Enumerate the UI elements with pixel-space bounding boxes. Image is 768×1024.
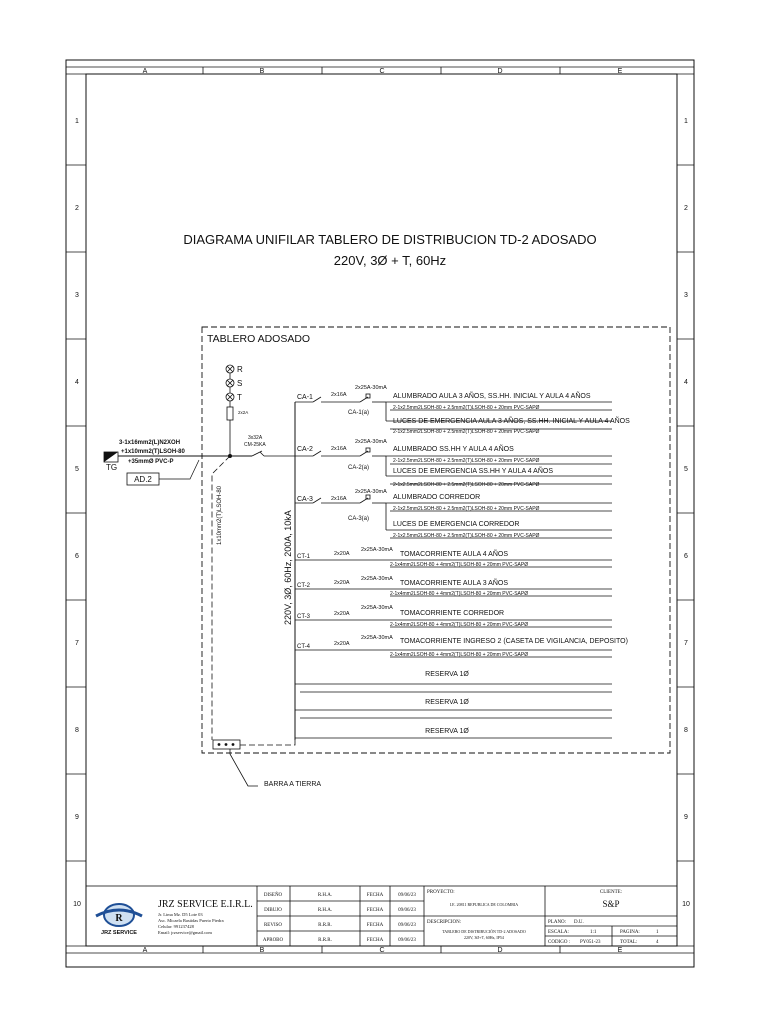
- date-label-drawing: FECHA: [366, 908, 384, 913]
- outer-frame: [66, 60, 694, 967]
- feeder-cable-1: 3-1x16mm2(L)N2XOH: [119, 440, 181, 446]
- rcd-ct1: 2x25A-30mA: [361, 547, 393, 553]
- company-address-1: Jr. Lima Mz. D5 Lote 03: [158, 912, 203, 917]
- col-label-b-top: B: [259, 68, 265, 75]
- description-line-2: 220V, 3Ø+T, 60Hz, IP54: [464, 935, 504, 940]
- desc-ca1: ALUMBRADO AULA 3 AÑOS, SS.HH. INICIAL Y AULA 4 AÑOS: [393, 393, 591, 400]
- plano-value: D.U.: [574, 920, 584, 925]
- breaker-ct2: 2x20A: [334, 580, 350, 586]
- row-label-4-right: 4: [684, 379, 688, 386]
- desc-ct1: TOMACORRIENTE AULA 4 AÑOS: [400, 551, 509, 558]
- company-name: JRZ SERVICE E.I.R.L.: [158, 899, 253, 910]
- total-label: TOTAL:: [620, 940, 638, 945]
- circuit-id-ca1: CA-1: [297, 394, 313, 401]
- cable-ct3: 2-1x4mm2LSOH-80 + 4mm2(T)LSOH-80 + 20mm PVC-SAPØ: [390, 622, 529, 628]
- date-review: 09/06/23: [398, 923, 416, 928]
- col-label-a-bottom: A: [142, 947, 148, 954]
- company-address-2: Asc. Micaela Bastidas Puerto Piedra: [158, 918, 224, 923]
- date-label-design: FECHA: [366, 893, 384, 898]
- diagram-title: DIAGRAMA UNIFILAR TABLERO DE DISTRIBUCION TD-2 ADOSADO: [183, 232, 597, 247]
- main-breaker-symbol: [252, 451, 295, 456]
- row-label-8-left: 8: [75, 727, 79, 734]
- rcd-ct3: 2x25A-30mA: [361, 605, 393, 611]
- pagina-label: PAGINA:: [620, 930, 640, 935]
- date-drawing: 09/06/23: [398, 908, 416, 913]
- date-label-review: FECHA: [366, 923, 384, 928]
- ground-bar-label: BARRA A TIERRA: [264, 781, 322, 788]
- desc-ca3: ALUMBRADO CORREDOR: [393, 494, 481, 501]
- board-label: TABLERO ADOSADO: [207, 333, 311, 345]
- total-value: 4: [656, 940, 659, 945]
- row-label-10-left: 10: [73, 901, 81, 908]
- desc2-ca1: LUCES DE EMERGENCIA AULA 3 AÑOS, SS.HH. INICIAL Y AULA 4 AÑOS: [393, 418, 630, 425]
- sub-ca3: CA-3(a): [348, 516, 370, 522]
- row-label-4-left: 4: [75, 379, 79, 386]
- rcd-ct4: 2x25A-30mA: [361, 635, 393, 641]
- date-label-approve: FECHA: [366, 938, 384, 943]
- col-label-d-bottom: D: [497, 947, 503, 954]
- row-label-9-right: 9: [684, 814, 688, 821]
- row-label-2-left: 2: [75, 205, 79, 212]
- desc2-ca2: LUCES DE EMERGENCIA SS.HH Y AULA 4 AÑOS: [393, 468, 554, 475]
- cable-ca3: 2-1x2.5mm2LSOH-80 + 2.5mm2(T)LSOH-80 + 20mm PVC-SAPØ: [393, 506, 540, 512]
- feeder-cable-2: +1x10mm2(T)LSOH-80: [121, 449, 185, 455]
- row-label-2-right: 2: [684, 205, 688, 212]
- description-line-1: TABLERO DE DISTRIBUCIÓN TD-2 ADOSADO: [442, 929, 526, 934]
- role-design: DISEÑO: [263, 893, 283, 898]
- desc-ct2: TOMACORRIENTE AULA 3 AÑOS: [400, 580, 509, 587]
- svg-text:JRZ SERVICE: JRZ SERVICE: [101, 930, 137, 936]
- rcd-ca2: 2x25A-30mA: [355, 439, 387, 445]
- role-approve: APROBO: [262, 938, 284, 943]
- name-drawing: R.H.A.: [317, 908, 333, 913]
- breaker-ca1: 2x16A: [331, 392, 347, 398]
- phase-label-t: T: [237, 393, 242, 402]
- desc-ct4: TOMACORRIENTE INGRESO 2 (CASETA DE VIGILANCIA, DEPOSITO): [400, 638, 628, 645]
- phase-label-s: S: [237, 379, 243, 388]
- breaker-ca2: 2x16A: [331, 446, 347, 452]
- breaker-ct3: 2x20A: [334, 611, 350, 617]
- main-breaker-cap: CM-25KA: [244, 442, 266, 448]
- board-enclosure: [202, 327, 670, 753]
- row-label-8-right: 8: [684, 727, 688, 734]
- codigo-value: PY051-23: [580, 940, 601, 945]
- circuit-id-ct1: CT-1: [297, 554, 311, 560]
- feeder-cable-3: +35mmØ PVC-P: [128, 459, 174, 465]
- sub-ca2: CA-2(a): [348, 465, 370, 471]
- description-label: DESCRIPCION:: [427, 920, 462, 925]
- feeder-from: TG: [106, 463, 118, 472]
- circuit-id-ca2: CA-2: [297, 446, 313, 453]
- date-approve: 09/06/23: [398, 938, 416, 943]
- circuit-id-ct2: CT-2: [297, 583, 311, 589]
- company-logo: [96, 904, 142, 936]
- escala-label: ESCALA:: [548, 930, 569, 935]
- col-label-c-top: C: [379, 68, 385, 75]
- role-drawing: DIBUJO: [264, 908, 282, 913]
- date-design: 09/06/23: [398, 893, 416, 898]
- company-phone: Celular: 991237428: [158, 924, 194, 929]
- circuit-id-ct4: CT-4: [297, 644, 311, 650]
- phase-lamps: [226, 365, 234, 456]
- circuit-id-ct3: CT-3: [297, 614, 311, 620]
- desc2-ca3: LUCES DE EMERGENCIA CORREDOR: [393, 521, 520, 528]
- col-label-e-top: E: [617, 68, 623, 75]
- rcd-ca1: 2x25A-30mA: [355, 385, 387, 391]
- row-label-6-left: 6: [75, 553, 79, 560]
- row-label-5-right: 5: [684, 466, 688, 473]
- project-label: PROYECTO:: [427, 890, 455, 895]
- name-design: R.H.A.: [317, 893, 333, 898]
- row-label-1-left: 1: [75, 118, 79, 125]
- feeder-to: AD.2: [134, 475, 152, 484]
- row-label-5-left: 5: [75, 466, 79, 473]
- breaker-ct4: 2x20A: [334, 641, 350, 647]
- desc-ca2: ALUMBRADO SS.HH Y AULA 4 AÑOS: [393, 446, 514, 453]
- phase-label-r: R: [237, 365, 243, 374]
- client-label: CLIENTE:: [599, 890, 623, 895]
- plano-label: PLANO:: [548, 920, 567, 925]
- sub-ca1: CA-1(a): [348, 410, 370, 416]
- cable-ct4: 2-1x4mm2LSOH-80 + 4mm2(T)LSOH-80 + 20mm PVC-SAPØ: [390, 652, 529, 658]
- pagina-value: 1: [656, 930, 659, 935]
- role-review: REVISO: [263, 923, 283, 928]
- reserve-1: RESERVA 1Ø: [425, 671, 469, 678]
- cable-ca1: 2-1x2.5mm2LSOH-80 + 2.5mm2(T)LSOH-80 + 20mm PVC-SAPØ: [393, 405, 540, 411]
- rcd-ct2: 2x25A-30mA: [361, 576, 393, 582]
- row-label-9-left: 9: [75, 814, 79, 821]
- cable2-ca1: 2-1x2.5mm2LSOH-80 + 2.5mm2(T)LSOH-80 + 20mm PVC-SAPØ: [393, 429, 540, 435]
- cable2-ca3: 2-1x2.5mm2LSOH-80 + 2.5mm2(T)LSOH-80 + 20mm PVC-SAPØ: [393, 533, 540, 539]
- diagram-subtitle: 220V, 3Ø + T, 60Hz: [333, 253, 447, 268]
- main-breaker-label: 3x32A: [248, 435, 263, 441]
- row-label-6-right: 6: [684, 553, 688, 560]
- col-label-d-top: D: [497, 68, 503, 75]
- row-label-3-left: 3: [75, 292, 79, 299]
- inner-frame: [86, 74, 677, 946]
- col-label-b-bottom: B: [259, 947, 265, 954]
- cable-ct2: 2-1x4mm2LSOH-80 + 4mm2(T)LSOH-80 + 20mm PVC-SAPØ: [390, 591, 529, 597]
- circuit-id-ca3: CA-3: [297, 496, 313, 503]
- escala-value: 1:1: [590, 930, 597, 935]
- breaker-ca3: 2x16A: [331, 496, 347, 502]
- col-label-a-top: A: [142, 68, 148, 75]
- ground-conductor-label: 1x10mm2(T)LSOH-80: [217, 485, 223, 545]
- col-label-c-bottom: C: [379, 947, 385, 954]
- codigo-label: CODIGO :: [548, 940, 571, 945]
- desc-ct3: TOMACORRIENTE CORREDOR: [400, 610, 505, 617]
- row-label-10-right: 10: [682, 901, 690, 908]
- client-name: S&P: [602, 899, 620, 909]
- reserve-2: RESERVA 1Ø: [425, 699, 469, 706]
- bus-spec: 220V, 3Ø, 60Hz, 200A, 10kA: [283, 510, 293, 625]
- row-label-7-left: 7: [75, 640, 79, 647]
- row-label-1-right: 1: [684, 118, 688, 125]
- reserve-3: RESERVA 1Ø: [425, 728, 469, 735]
- fuse-label: 2x2A: [238, 410, 249, 415]
- project-name: I.E. 20811 REPUBLICA DE COLOMBIA: [449, 902, 519, 907]
- row-label-7-right: 7: [684, 640, 688, 647]
- cable2-ca2: 2-1x2.5mm2LSOH-80 + 2.5mm2(T)LSOH-80 + 20mm PVC-SAPØ: [393, 482, 540, 488]
- row-label-3-right: 3: [684, 292, 688, 299]
- cable-ct1: 2-1x4mm2LSOH-80 + 4mm2(T)LSOH-80 + 20mm PVC-SAPØ: [390, 562, 529, 568]
- rcd-ca3: 2x25A-30mA: [355, 489, 387, 495]
- name-review: R.R.R.: [318, 923, 332, 928]
- col-label-e-bottom: E: [617, 947, 623, 954]
- name-approve: R.R.R.: [318, 938, 332, 943]
- svg-text:R: R: [115, 913, 123, 924]
- company-email: Email: jrzservice@gmail.com: [158, 930, 212, 935]
- breaker-ct1: 2x20A: [334, 551, 350, 557]
- cable-ca2: 2-1x2.5mm2LSOH-80 + 2.5mm2(T)LSOH-80 + 20mm PVC-SAPØ: [393, 458, 540, 464]
